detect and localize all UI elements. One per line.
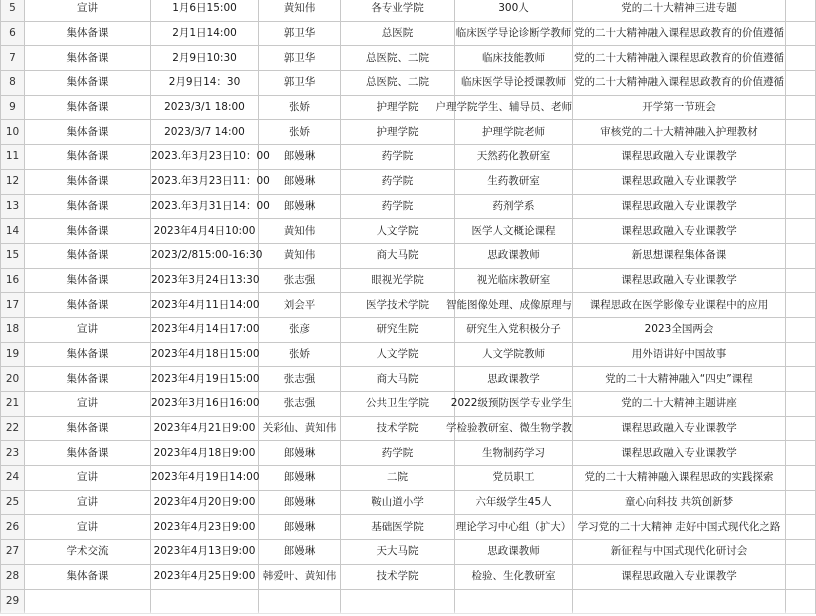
department-cell[interactable]: 医学技术学院 (341, 293, 455, 318)
topic-cell[interactable]: 新思想课程集体备课 (573, 243, 786, 268)
table-row (1, 317, 816, 342)
department-cell[interactable]: 人文学院 (341, 219, 455, 244)
topic-cell[interactable]: 学习党的二十大精神 走好中国式现代化之路 (573, 515, 786, 540)
audience-text: 理论学习中心组（扩大） (455, 520, 572, 533)
speaker-cell[interactable]: 郎嫚琳 (259, 466, 341, 491)
date-time-cell[interactable]: 2月1日14:00 (151, 21, 259, 46)
department-cell[interactable]: 人文学院 (341, 342, 455, 367)
speaker-cell[interactable]: 张娇 (259, 120, 341, 145)
audience-cell[interactable] (455, 46, 573, 71)
date-time-cell[interactable]: 2023年4月13日9:00 (151, 540, 259, 565)
audience-text: 党员职工 (492, 471, 535, 484)
empty-cell[interactable] (786, 293, 816, 318)
speaker-cell[interactable]: 郎嫚琳 (259, 490, 341, 515)
date-time-cell[interactable]: 1月6日15:00 (151, 0, 259, 21)
activity-type-cell[interactable]: 集体备课 (25, 293, 151, 318)
audience-text: 思政课教师 (487, 249, 540, 262)
table-row (1, 71, 816, 96)
activity-type-cell[interactable]: 宣讲 (25, 317, 151, 342)
audience-text: 护理学院老师 (482, 125, 545, 138)
table-row (1, 392, 816, 417)
activity-type-cell[interactable]: 集体备课 (25, 95, 151, 120)
date-time-cell[interactable]: 2023/2/815:00-16:30 (151, 243, 259, 268)
date-time-cell[interactable]: 2023/3/1 18:00 (151, 95, 259, 120)
empty-cell[interactable] (786, 21, 816, 46)
speaker-cell[interactable]: 郭卫华 (259, 21, 341, 46)
audience-text: 医学人文概论课程 (471, 224, 556, 237)
audience-cell[interactable] (455, 515, 573, 540)
activity-type-cell[interactable]: 集体备课 (25, 71, 151, 96)
speaker-cell[interactable]: 韩爱叶、黄知伟 (259, 564, 341, 589)
topic-cell[interactable]: 课程思政融入专业课教学 (573, 145, 786, 170)
audience-cell[interactable] (455, 342, 573, 367)
audience-text: 思政课教学 (487, 372, 540, 385)
department-cell[interactable]: 总医院 (341, 21, 455, 46)
topic-cell[interactable]: 课程思政融入专业课教学 (573, 169, 786, 194)
row-number-cell[interactable]: 22 (1, 416, 25, 441)
row-number-cell[interactable]: 5 (1, 0, 25, 21)
audience-cell[interactable] (455, 120, 573, 145)
activity-type-cell[interactable]: 集体备课 (25, 243, 151, 268)
activity-type-cell[interactable]: 集体备课 (25, 268, 151, 293)
audience-text: 智能图像处理、成像原理与 (446, 298, 572, 311)
empty-cell[interactable] (786, 416, 816, 441)
empty-cell[interactable] (786, 392, 816, 417)
activity-type-cell[interactable]: 集体备课 (25, 441, 151, 466)
row-number-cell[interactable]: 23 (1, 441, 25, 466)
table-row (1, 367, 816, 392)
row-number-cell[interactable]: 10 (1, 120, 25, 145)
row-number-cell[interactable]: 21 (1, 392, 25, 417)
department-cell[interactable]: 鞍山道小学 (341, 490, 455, 515)
topic-cell[interactable]: 党的二十大精神主题讲座 (573, 392, 786, 417)
activity-type-cell[interactable]: 集体备课 (25, 564, 151, 589)
department-cell[interactable]: 公共卫生学院 (341, 392, 455, 417)
date-time-cell[interactable]: 2月9日14：30 (151, 71, 259, 96)
activity-type-cell[interactable]: 集体备课 (25, 342, 151, 367)
department-cell[interactable]: 商大马院 (341, 367, 455, 392)
audience-text: 300人 (498, 2, 529, 15)
table-row (1, 268, 816, 293)
topic-cell[interactable]: 课程思政融入专业课教学 (573, 564, 786, 589)
row-number-cell[interactable]: 11 (1, 145, 25, 170)
row-number-cell[interactable]: 19 (1, 342, 25, 367)
department-cell[interactable]: 药学院 (341, 169, 455, 194)
audience-text: 生药教研室 (487, 175, 540, 188)
table-row (1, 243, 816, 268)
speaker-cell[interactable]: 张志强 (259, 268, 341, 293)
department-cell[interactable]: 研究生院 (341, 317, 455, 342)
empty-cell[interactable] (786, 0, 816, 21)
empty-cell[interactable] (786, 317, 816, 342)
audience-cell[interactable] (455, 219, 573, 244)
empty-cell[interactable] (786, 120, 816, 145)
row-number-cell[interactable]: 29 (1, 589, 25, 614)
table-row (1, 293, 816, 318)
department-cell[interactable]: 药学院 (341, 194, 455, 219)
row-number-cell[interactable]: 16 (1, 268, 25, 293)
department-cell[interactable]: 技术学院 (341, 564, 455, 589)
table-row (1, 95, 816, 120)
empty-cell[interactable] (786, 71, 816, 96)
activity-type-cell[interactable]: 集体备课 (25, 46, 151, 71)
audience-cell[interactable] (455, 490, 573, 515)
audience-text: 学检验教研室、微生物学教 (446, 422, 572, 435)
audience-cell[interactable] (455, 564, 573, 589)
topic-cell[interactable]: 用外语讲好中国故事 (573, 342, 786, 367)
topic-cell[interactable]: 2023全国两会 (573, 317, 786, 342)
table-row (1, 46, 816, 71)
audience-cell[interactable] (446, 293, 573, 318)
department-cell[interactable]: 技术学院 (341, 416, 455, 441)
audience-text: 临床医学导论诊断学教师 (455, 27, 572, 40)
table-row (1, 21, 816, 46)
table-row (1, 219, 816, 244)
empty-cell[interactable] (786, 243, 816, 268)
audience-cell[interactable] (455, 243, 573, 268)
empty-cell[interactable] (786, 564, 816, 589)
audience-text: 药剂学系 (492, 199, 535, 212)
department-cell[interactable]: 总医院、二院 (341, 46, 455, 71)
speaker-cell[interactable]: 关彩仙、黄知伟 (259, 416, 341, 441)
topic-cell[interactable]: 课程思政融入专业课教学 (573, 219, 786, 244)
activity-type-cell[interactable]: 宣讲 (25, 466, 151, 491)
topic-cell[interactable]: 新征程与中国式现代化研讨会 (573, 540, 786, 565)
date-time-cell[interactable]: 2023年4月14日17:00 (151, 317, 259, 342)
activity-type-cell[interactable]: 集体备课 (25, 367, 151, 392)
empty-cell[interactable] (786, 342, 816, 367)
activity-type-cell[interactable]: 集体备课 (25, 120, 151, 145)
audience-text: 检验、生化教研室 (471, 570, 556, 583)
row-number-cell[interactable]: 12 (1, 169, 25, 194)
speaker-cell[interactable]: 郭卫华 (259, 71, 341, 96)
audience-text: 生物制药学习 (482, 446, 545, 459)
activity-type-cell[interactable]: 宣讲 (25, 515, 151, 540)
date-time-cell[interactable]: 2023/3/7 14:00 (151, 120, 259, 145)
audience-text: 研究生入党积极分子 (466, 323, 561, 336)
department-cell[interactable]: 药学院 (341, 441, 455, 466)
topic-cell[interactable]: 审核党的二十大精神融入护理教材 (573, 120, 786, 145)
topic-cell[interactable] (573, 589, 786, 614)
activity-type-cell[interactable]: 集体备课 (25, 145, 151, 170)
date-time-cell[interactable]: 2023年4月4日10:00 (151, 219, 259, 244)
activity-type-cell[interactable]: 集体备课 (25, 416, 151, 441)
audience-cell[interactable] (455, 540, 573, 565)
table-row (1, 441, 816, 466)
audience-text: 人文学院教师 (482, 347, 545, 360)
speaker-cell[interactable]: 郎嫚琳 (259, 145, 341, 170)
table-row (1, 564, 816, 589)
table-row (1, 540, 816, 565)
audience-text: 户理学院学生、辅导员、老师 (435, 101, 572, 114)
topic-cell[interactable]: 课程思政融入专业课教学 (573, 416, 786, 441)
date-time-cell[interactable]: 2023年4月19日15:00 (151, 367, 259, 392)
topic-cell[interactable]: 课程思政融入专业课教学 (573, 194, 786, 219)
row-number-cell[interactable]: 18 (1, 317, 25, 342)
topic-cell[interactable]: 课程思政融入专业课教学 (573, 441, 786, 466)
audience-text: 2022级预防医学专业学生 (450, 397, 572, 410)
speaker-cell[interactable]: 郎嫚琳 (259, 441, 341, 466)
date-time-cell[interactable]: 2023.年3月31日14：00 (151, 194, 259, 219)
table-row (1, 342, 816, 367)
audience-cell[interactable] (455, 145, 573, 170)
row-number-cell[interactable]: 15 (1, 243, 25, 268)
speaker-cell[interactable]: 郎嫚琳 (259, 169, 341, 194)
topic-cell[interactable]: 党的二十大精神融入课程思政的实践探索 (573, 466, 786, 491)
audience-cell[interactable] (446, 416, 573, 441)
table-row (1, 145, 816, 170)
department-cell[interactable]: 各专业学院 (341, 0, 455, 21)
table-row (1, 169, 816, 194)
table-row (1, 589, 816, 614)
topic-cell[interactable]: 课程思政在医学影像专业课程中的应用 (573, 293, 786, 318)
table-row (1, 515, 816, 540)
empty-cell[interactable] (786, 466, 816, 491)
date-time-cell[interactable]: 2023.年3月23日10：00 (151, 145, 259, 170)
activity-type-cell[interactable]: 集体备课 (25, 219, 151, 244)
date-time-cell[interactable]: 2月9日10:30 (151, 46, 259, 71)
table-row (1, 416, 816, 441)
audience-cell[interactable] (455, 268, 573, 293)
department-cell[interactable]: 天大马院 (341, 540, 455, 565)
empty-cell[interactable] (786, 169, 816, 194)
speaker-cell[interactable]: 张娇 (259, 342, 341, 367)
date-time-cell[interactable]: 2023.年3月23日11：00 (151, 169, 259, 194)
date-time-cell[interactable]: 2023年4月18日15:00 (151, 342, 259, 367)
speaker-cell[interactable]: 郎嫚琳 (259, 194, 341, 219)
topic-cell[interactable]: 党的二十大精神融入“四史”课程 (573, 367, 786, 392)
date-time-cell[interactable]: 2023年4月23日9:00 (151, 515, 259, 540)
audience-cell[interactable] (455, 589, 573, 614)
row-number-cell[interactable]: 9 (1, 95, 25, 120)
speaker-cell[interactable]: 张志强 (259, 392, 341, 417)
table-row (1, 466, 816, 491)
audience-cell[interactable] (455, 169, 573, 194)
audience-cell[interactable] (455, 367, 573, 392)
row-number-cell[interactable]: 24 (1, 466, 25, 491)
audience-text: 临床医学导论授课教师 (461, 76, 566, 89)
speaker-cell[interactable]: 刘会平 (259, 293, 341, 318)
speaker-cell[interactable]: 郎嫚琳 (259, 540, 341, 565)
empty-cell[interactable] (786, 95, 816, 120)
audience-cell[interactable] (455, 317, 573, 342)
audience-text: 六年级学生45人 (475, 496, 552, 509)
topic-cell[interactable]: 开学第一节班会 (573, 95, 786, 120)
audience-text: 临床技能教师 (482, 51, 545, 64)
department-cell[interactable] (341, 589, 455, 614)
department-cell[interactable]: 基础医学院 (341, 515, 455, 540)
empty-cell[interactable] (786, 515, 816, 540)
audience-cell[interactable] (455, 194, 573, 219)
activity-type-cell[interactable]: 宣讲 (25, 0, 151, 21)
activity-type-cell[interactable]: 集体备课 (25, 194, 151, 219)
speaker-cell[interactable]: 郎嫚琳 (259, 515, 341, 540)
topic-cell[interactable]: 党的二十大精神融入课程思政教育的价值遵循 (573, 21, 786, 46)
table-row (1, 0, 816, 21)
table-row (1, 120, 816, 145)
row-number-cell[interactable]: 8 (1, 71, 25, 96)
speaker-cell[interactable]: 张娇 (259, 95, 341, 120)
speaker-cell[interactable]: 黄知伟 (259, 0, 341, 21)
activity-type-cell[interactable]: 集体备课 (25, 21, 151, 46)
date-time-cell[interactable]: 2023年3月24日13:30 (151, 268, 259, 293)
topic-cell[interactable]: 党的二十大精神三进专题 (573, 0, 786, 21)
empty-cell[interactable] (786, 589, 816, 614)
empty-cell[interactable] (786, 367, 816, 392)
speaker-cell[interactable]: 张彦 (259, 317, 341, 342)
audience-text: 视光临床教研室 (476, 273, 551, 286)
activity-type-cell[interactable]: 宣讲 (25, 392, 151, 417)
empty-cell[interactable] (786, 219, 816, 244)
activity-type-cell[interactable]: 宣讲 (25, 490, 151, 515)
row-number-cell[interactable]: 27 (1, 540, 25, 565)
empty-cell[interactable] (786, 145, 816, 170)
department-cell[interactable]: 二院 (341, 466, 455, 491)
empty-cell[interactable] (786, 490, 816, 515)
speaker-cell[interactable]: 黄知伟 (259, 243, 341, 268)
date-time-cell[interactable]: 2023年3月16日16:00 (151, 392, 259, 417)
activity-type-cell[interactable]: 集体备课 (25, 169, 151, 194)
date-time-cell[interactable]: 2023年4月20日9:00 (151, 490, 259, 515)
table-row (1, 490, 816, 515)
speaker-cell[interactable] (259, 589, 341, 614)
row-number-cell[interactable]: 26 (1, 515, 25, 540)
audience-cell[interactable] (455, 71, 573, 96)
topic-cell[interactable]: 党的二十大精神融入课程思政教育的价值遵循 (573, 46, 786, 71)
activity-type-cell[interactable] (25, 589, 151, 614)
topic-cell[interactable]: 童心向科技 共筑创新梦 (573, 490, 786, 515)
empty-cell[interactable] (786, 194, 816, 219)
department-cell[interactable]: 眼视光学院 (341, 268, 455, 293)
department-cell[interactable]: 药学院 (341, 145, 455, 170)
date-time-cell[interactable]: 2023年4月25日9:00 (151, 564, 259, 589)
row-number-cell[interactable]: 13 (1, 194, 25, 219)
department-cell[interactable]: 总医院、二院 (341, 71, 455, 96)
row-number-cell[interactable]: 14 (1, 219, 25, 244)
date-time-cell[interactable]: 2023年4月18日9:00 (151, 441, 259, 466)
date-time-cell[interactable]: 2023年4月19日14:00 (151, 466, 259, 491)
empty-cell[interactable] (786, 540, 816, 565)
date-time-cell[interactable]: 2023年4月11日14:00 (151, 293, 259, 318)
row-number-cell[interactable]: 20 (1, 367, 25, 392)
department-cell[interactable]: 商大马院 (341, 243, 455, 268)
date-time-cell[interactable]: 2023年4月21日9:00 (151, 416, 259, 441)
audience-cell[interactable] (450, 392, 573, 417)
speaker-cell[interactable]: 张志强 (259, 367, 341, 392)
department-cell[interactable]: 护理学院 (341, 120, 455, 145)
topic-cell[interactable]: 党的二十大精神融入课程思政教育的价值遵循 (573, 71, 786, 96)
row-number-cell[interactable]: 25 (1, 490, 25, 515)
audience-text: 天然药化教研室 (476, 150, 551, 163)
activity-type-cell[interactable]: 学术交流 (25, 540, 151, 565)
row-number-cell[interactable]: 7 (1, 46, 25, 71)
table-row (1, 194, 816, 219)
speaker-cell[interactable]: 黄知伟 (259, 219, 341, 244)
empty-cell[interactable] (786, 46, 816, 71)
audience-cell[interactable] (455, 466, 573, 491)
department-cell[interactable]: 护理学院 (341, 95, 455, 120)
audience-cell[interactable] (435, 95, 573, 120)
empty-cell[interactable] (786, 268, 816, 293)
row-number-cell[interactable]: 28 (1, 564, 25, 589)
audience-cell[interactable] (455, 21, 573, 46)
audience-cell[interactable] (455, 0, 573, 21)
topic-cell[interactable]: 课程思政融入专业课教学 (573, 268, 786, 293)
row-number-cell[interactable]: 6 (1, 21, 25, 46)
date-time-cell[interactable] (151, 589, 259, 614)
row-number-cell[interactable]: 17 (1, 293, 25, 318)
audience-text: 思政课教师 (487, 545, 540, 558)
audience-cell[interactable] (455, 441, 573, 466)
empty-cell[interactable] (786, 441, 816, 466)
speaker-cell[interactable]: 郭卫华 (259, 46, 341, 71)
